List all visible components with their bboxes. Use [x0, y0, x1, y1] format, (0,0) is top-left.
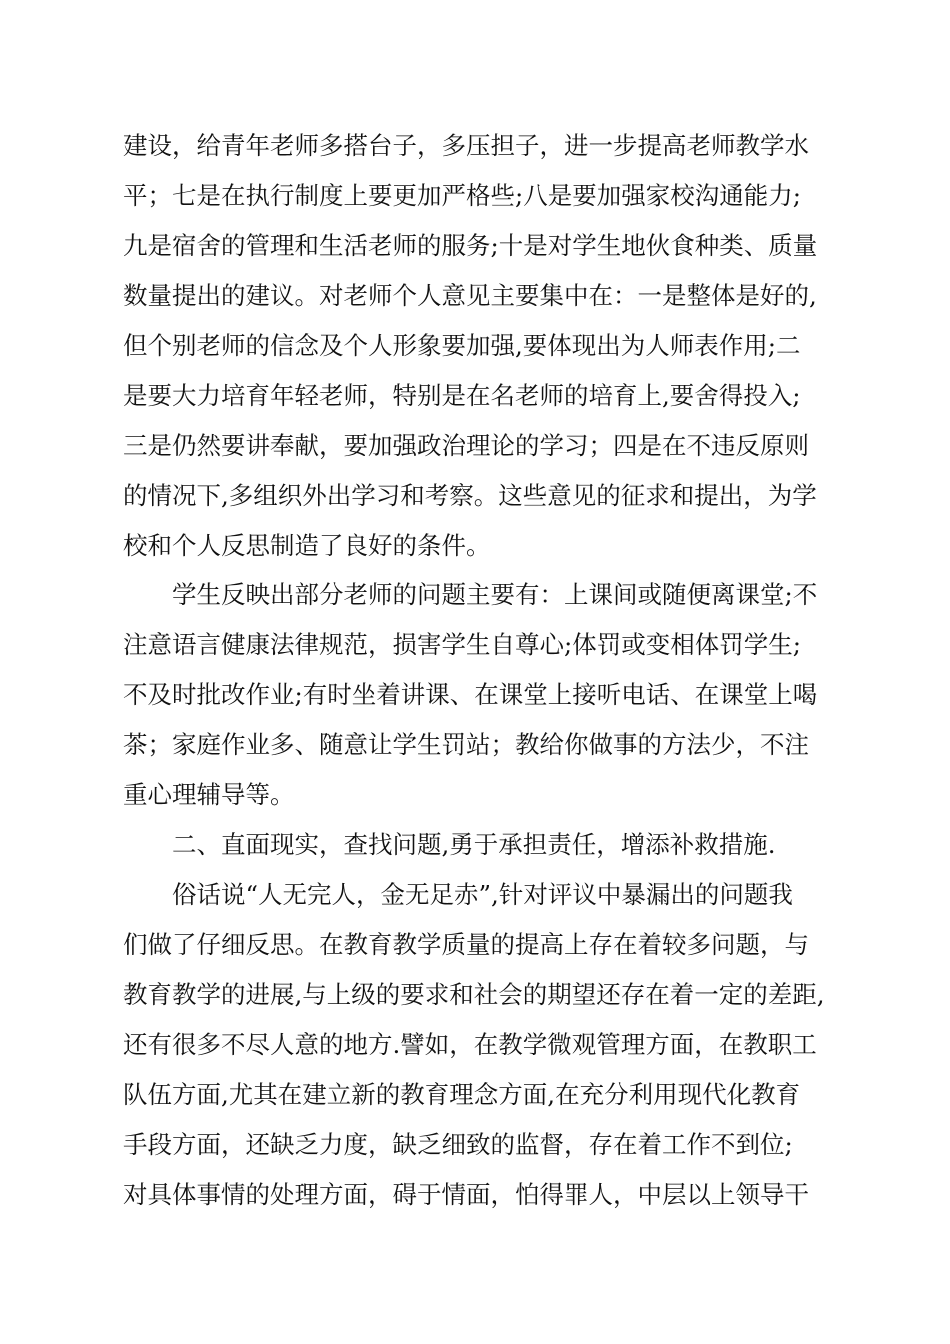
text-line: 重心理辅导等。: [123, 780, 295, 809]
text-line: 是要大力培育年轻老师，特别是在名老师的培育上,要舍得投入;: [123, 381, 801, 410]
text-line: 校和个人反思制造了良好的条件。: [123, 531, 491, 560]
section-heading: 二、直面现实，查找问题,勇于承担责任，增添补救措施.: [172, 830, 776, 859]
text-line: 注意语言健康法律规范，损害学生自尊心;体罚或变相体罚学生;: [123, 630, 802, 659]
text-line: 俗话说“人无完人，金无足赤”,针对评议中暴漏出的问题我: [172, 880, 793, 909]
text-line: 们做了仔细反思。在教育教学质量的提高上存在着较多问题，与: [123, 930, 809, 959]
text-line: 数量提出的建议。对老师个人意见主要集中在：一是整体是好的,: [123, 281, 817, 310]
text-line: 的情况下,多组织外出学习和考察。这些意见的征求和提出，为学: [123, 481, 817, 510]
text-line: 还有很多不尽人意的地方.譬如，在教学微观管理方面，在教职工: [123, 1030, 817, 1059]
text-line: 三是仍然要讲奉献，要加强政治理论的学习；四是在不违反原则: [123, 431, 809, 460]
text-line: 建设，给青年老师多搭台子，多压担子，进一步提高老师教学水: [123, 131, 809, 160]
text-line: 平；七是在执行制度上要更加严格些;八是要加强家校沟通能力;: [123, 181, 802, 210]
text-line: 不及时批改作业;有时坐着讲课、在课堂上接听电话、在课堂上喝: [123, 680, 818, 709]
text-line: 教育教学的进展,与上级的要求和社会的期望还存在着一定的差距,: [123, 980, 825, 1009]
text-line: 学生反映出部分老师的问题主要有：上课间或随便离课堂;不: [172, 580, 818, 609]
text-line: 队伍方面,尤其在建立新的教育理念方面,在充分利用现代化教育: [123, 1080, 801, 1109]
text-line: 对具体事情的处理方面，碍于情面，怕得罪人，中层以上领导干: [123, 1180, 809, 1209]
text-line: 手段方面，还缺乏力度，缺乏细致的监督，存在着工作不到位;: [123, 1130, 793, 1159]
text-line: 九是宿舍的管理和生活老师的服务;十是对学生地伙食种类、质量: [123, 231, 818, 260]
text-line: 茶；家庭作业多、随意让学生罚站；教给你做事的方法少，不注: [123, 730, 809, 759]
text-line: 但个别老师的信念及个人形象要加强,要体现出为人师表作用;二: [123, 331, 801, 360]
